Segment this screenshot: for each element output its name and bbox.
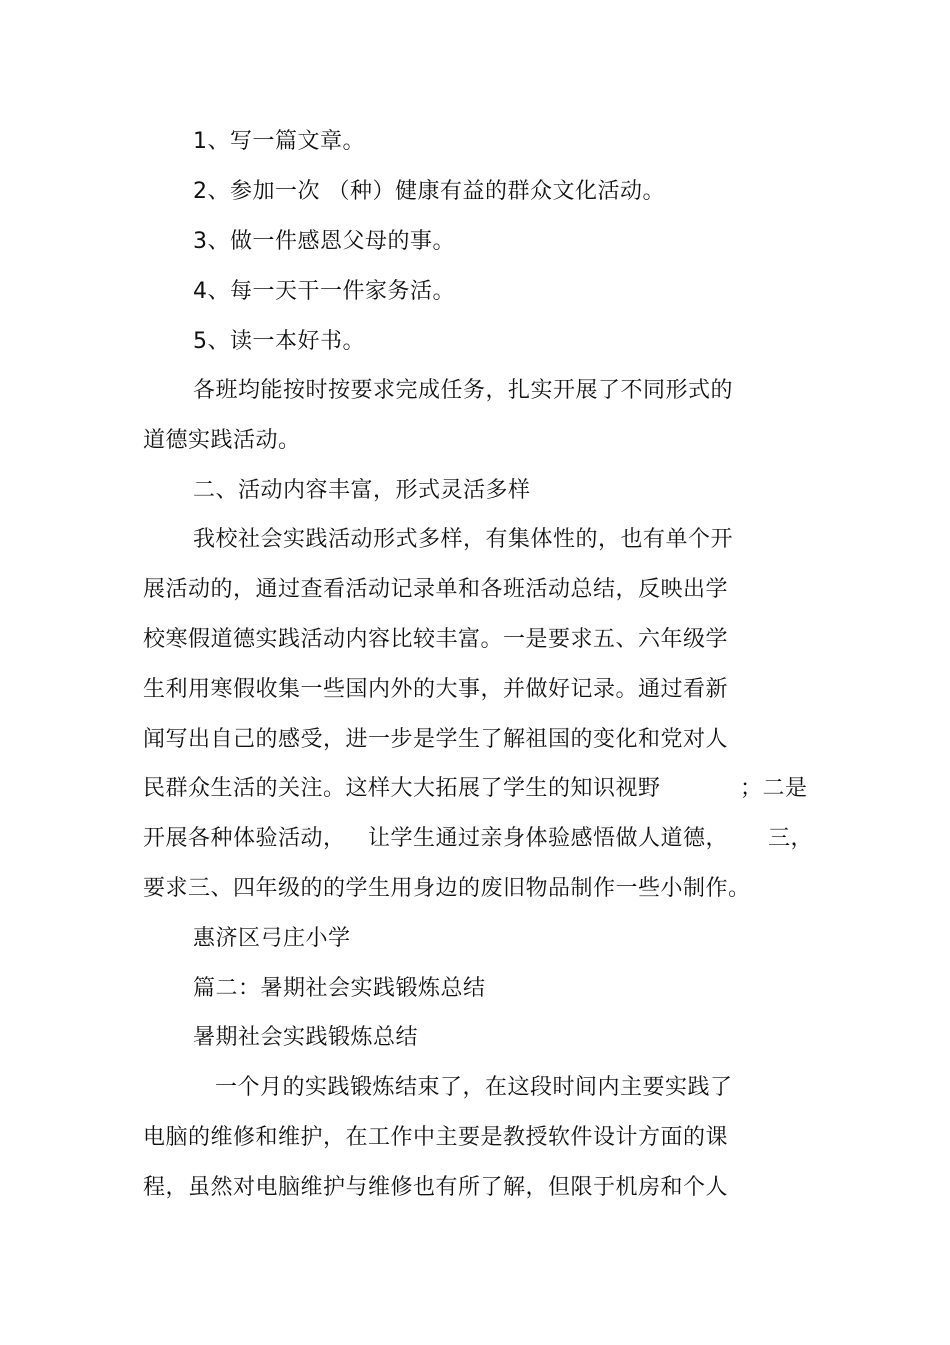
paragraph-line-segment: 开展各种体验活动， <box>143 826 346 851</box>
paragraph-line: 展活动的，通过查看活动记录单和各班活动总结，反映出学 <box>143 577 729 602</box>
paragraph-line: 程，虽然对电脑维护与维修也有所了解，但限于机房和个人 <box>143 1175 729 1200</box>
list-item-3: 3、做一件感恩父母的事。 <box>193 229 455 254</box>
paragraph-line: 要求三、四年级的的学生用身边的废旧物品制作一些小制作。 <box>143 876 751 901</box>
article-title: 暑期社会实践锻炼总结 <box>193 1025 419 1050</box>
signature-school: 惠济区弓庄小学 <box>193 926 351 951</box>
paragraph-line: 生利用寒假收集一些国内外的大事，并做好记录。通过看新 <box>143 677 729 702</box>
paragraph-line-segment: 三， <box>768 826 814 851</box>
list-item-2: 2、参加一次 （种）健康有益的群众文化活动。 <box>193 179 665 204</box>
section-heading: 二、活动内容丰富，形式灵活多样 <box>193 478 531 503</box>
paragraph-line: 闻写出自己的感受，进一步是学生了解祖国的变化和党对人 <box>143 727 729 752</box>
paragraph-line: 电脑的维修和维护，在工作中主要是教授软件设计方面的课 <box>143 1125 729 1150</box>
paragraph-line: 我校社会实践活动形式多样，有集体性的，也有单个开 <box>193 527 734 552</box>
paragraph-line-segment: ；二是 <box>740 776 808 801</box>
paragraph-line-segment: 让学生通过亲身体验感悟做人道德， <box>368 826 729 851</box>
paragraph-line-segment: 民群众生活的关注。这样大大拓展了学生的知识视野 <box>143 776 661 801</box>
paragraph-line: 校寒假道德实践活动内容比较丰富。一是要求五、六年级学 <box>143 627 729 652</box>
list-item-4: 4、每一天干一件家务活。 <box>193 279 455 304</box>
list-item-5: 5、读一本好书。 <box>193 329 365 354</box>
paragraph-line: 各班均能按时按要求完成任务，扎实开展了不同形式的 <box>193 378 734 403</box>
article-heading: 篇二：暑期社会实践锻炼总结 <box>193 976 486 1001</box>
paragraph-line: 道德实践活动。 <box>143 428 301 453</box>
paragraph-line: 一个月的实践锻炼结束了，在这段时间内主要实践了 <box>215 1075 733 1100</box>
list-item-1: 1、写一篇文章。 <box>193 129 365 154</box>
